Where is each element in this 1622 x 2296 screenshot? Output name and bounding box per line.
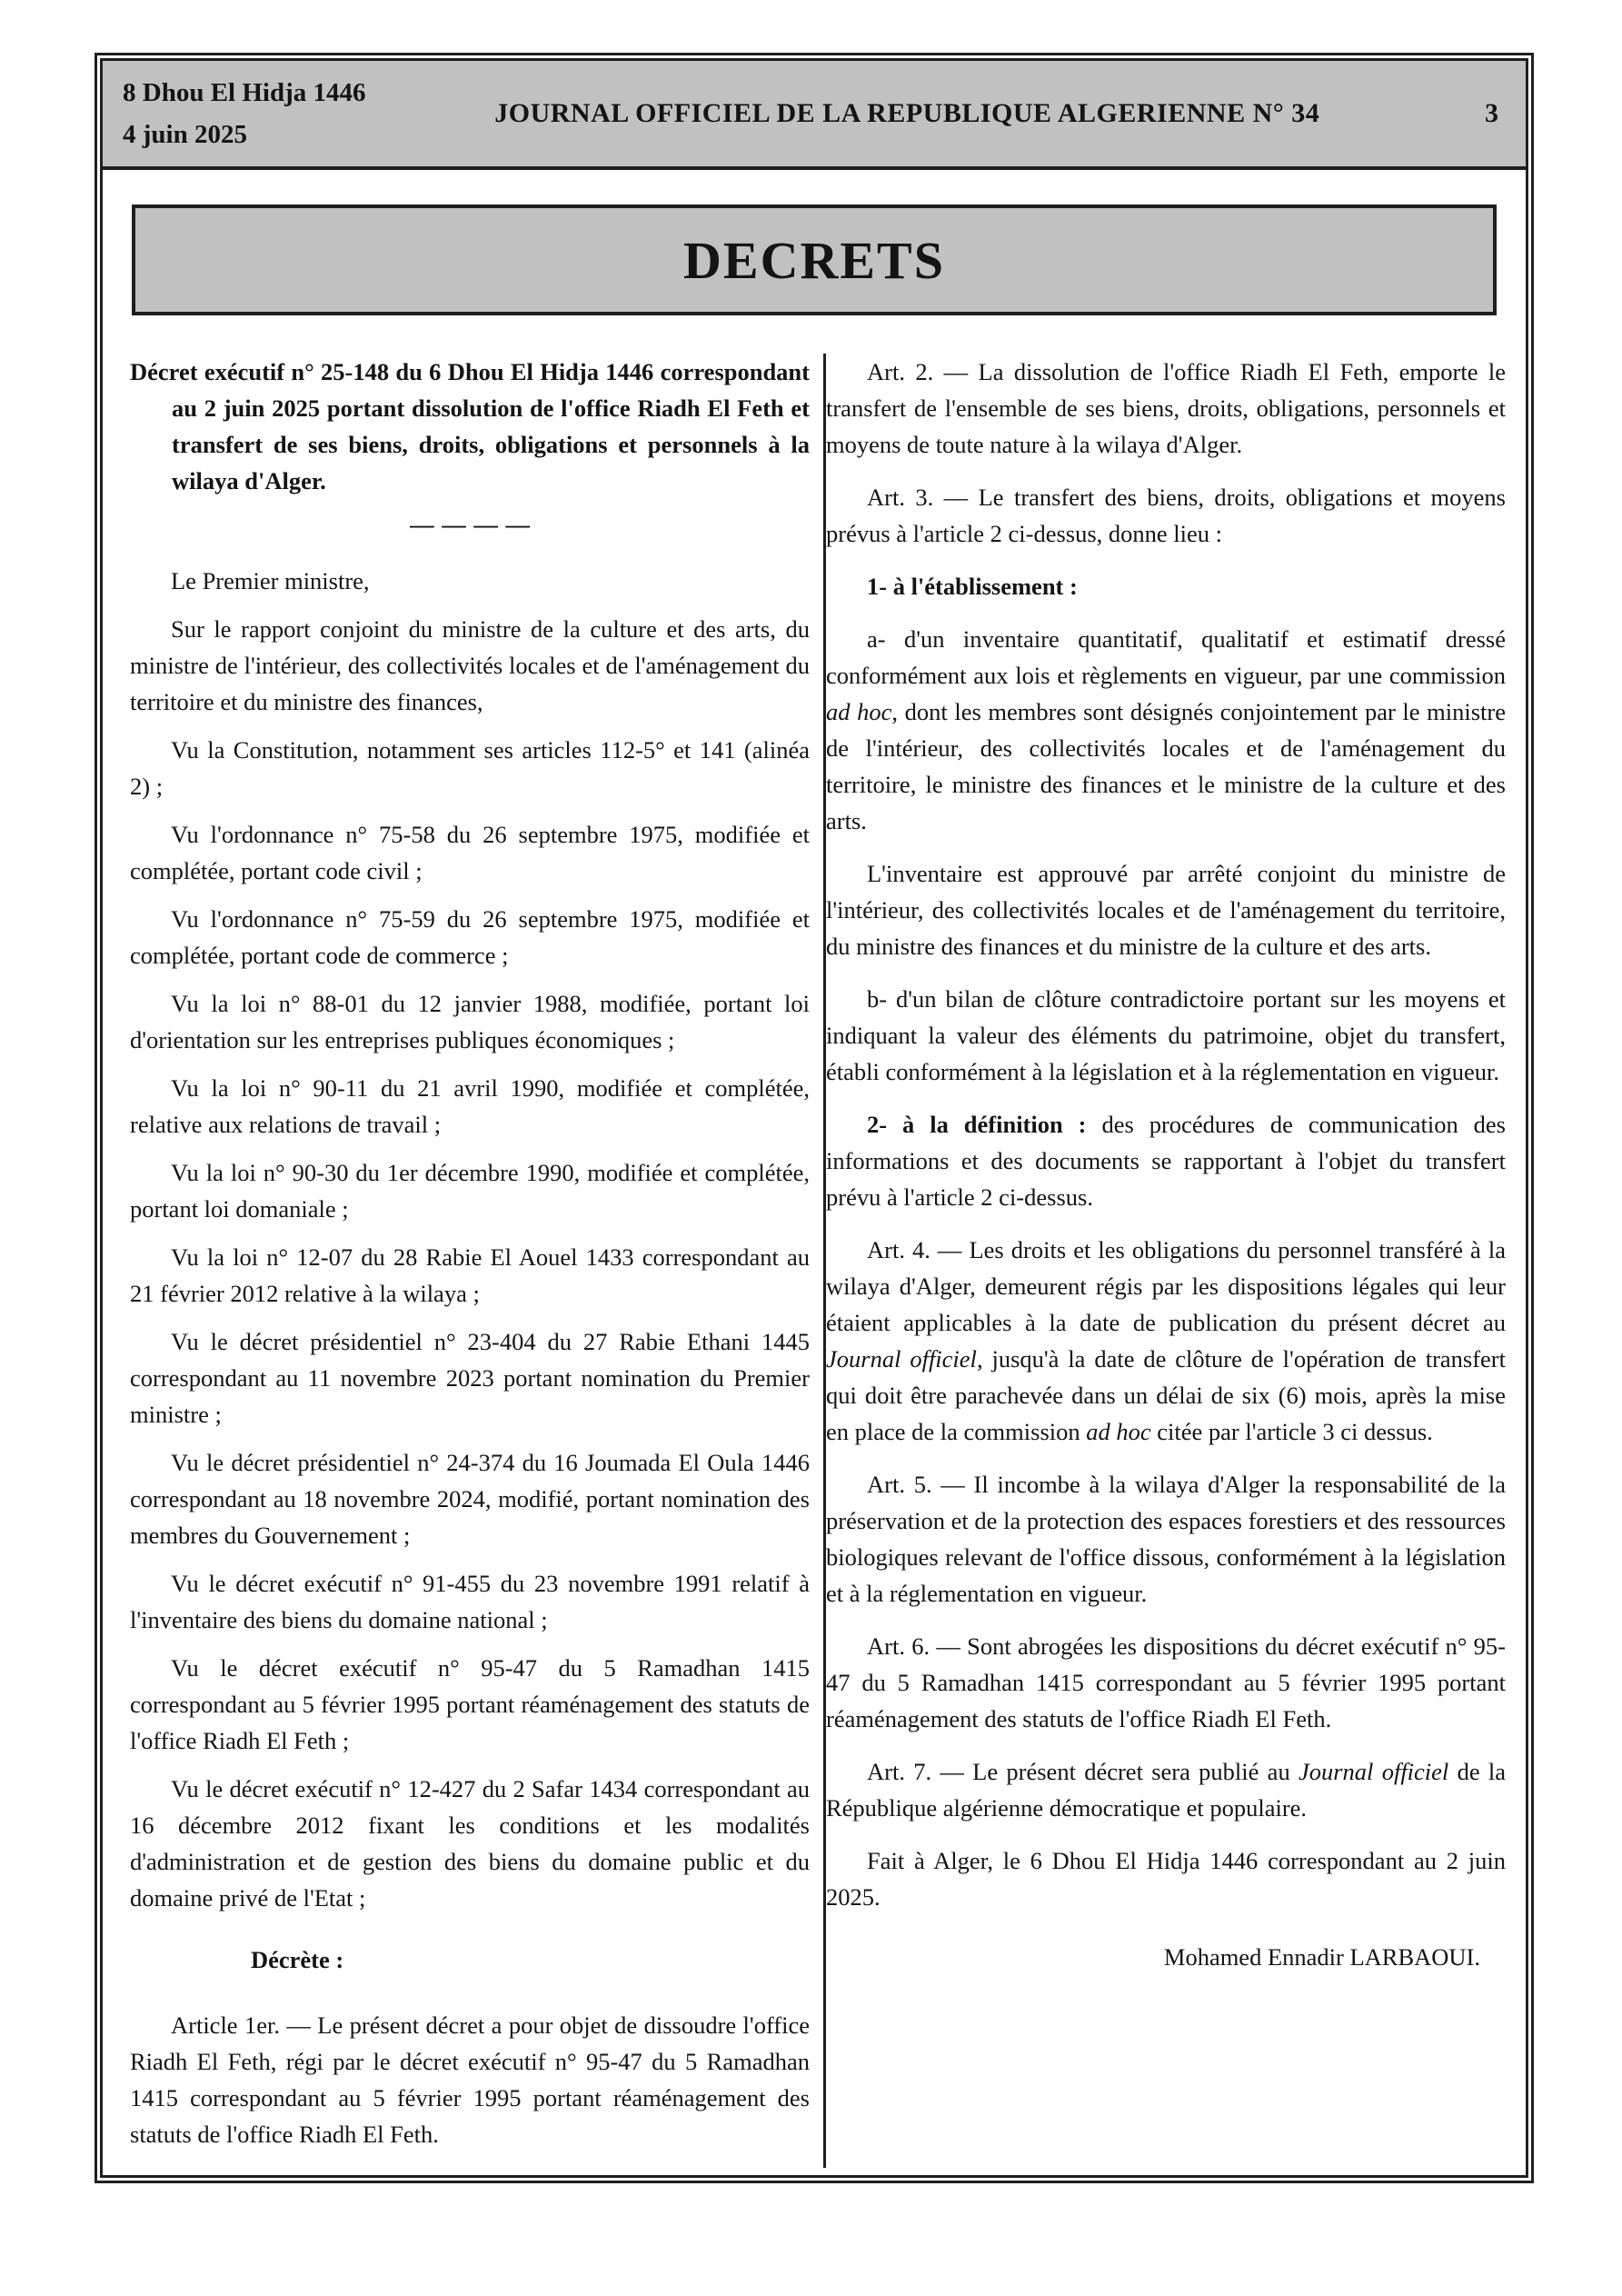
text-run: Vu le décret exécutif n° 95-47 du 5 Ramadhan 1415 correspondant au 5 février 1995 portant réaménagement des statuts de l'office Riadh El Feth ;: [130, 1654, 810, 1754]
journal-title: JOURNAL OFFICIEL DE LA REPUBLIQUE ALGERIENNE N° 34: [494, 98, 1320, 128]
paragraph-fait-a-alger: [826, 1842, 1506, 1915]
text-run: 1- à l'établissement :: [867, 573, 1078, 600]
paragraph-article-4: [826, 1232, 1506, 1450]
header-date-gregorian: 4 juin 2025: [123, 120, 247, 149]
paragraph-article-5: [826, 1466, 1506, 1612]
paragraph-visa-decret-95-47: [130, 1650, 810, 1759]
paragraph-visa-ordonnance-75-59: [130, 901, 810, 973]
page-frame: [95, 53, 1534, 2183]
text-run: Vu le décret exécutif n° 91-455 du 23 novembre 1991 relatif à l'inventaire des biens du domaine national ;: [130, 1570, 810, 1633]
text-run: Vu l'ordonnance n° 75-58 du 26 septembre 1975, modifiée et complétée, portant code civil ;: [130, 821, 810, 884]
section-banner: [132, 205, 1497, 315]
paragraph-visa-decret-12-427: [130, 1771, 810, 1916]
text-run: Art. 4. — Les droits et les obligations du personnel transféré à la wilaya d'Alger, demeurent régis par les dispositions légales qui leur étaient applicables à la date de publication du présent décret au: [826, 1236, 1506, 1336]
body-columns: [130, 354, 1506, 2168]
paragraph-visa-loi-88-01: [130, 985, 810, 1058]
paragraph-visa-ordonnance-75-58: [130, 816, 810, 889]
text-run: Art. 2. — La dissolution de l'office Riadh El Feth, emporte le transfert de l'ensemble de ses biens, droits, obligations, personnels et moyens de toute nature à la wilaya d'Alger.: [826, 358, 1506, 458]
paragraph-visa-decret-23-404: [130, 1323, 810, 1433]
text-run: Art. 6. — Sont abrogées les dispositions du décret exécutif n° 95-47 du 5 Ramadhan 1415 correspondant au 5 février 1995 portant réaménagement des statuts de l'office Riadh El Feth.: [826, 1632, 1506, 1732]
page-number: 3: [1485, 98, 1498, 128]
right-column: [826, 354, 1506, 2168]
column-divider: [823, 354, 826, 2168]
text-run: Vu le décret exécutif n° 12-427 du 2 Safar 1434 correspondant au 16 décembre 2012 fixant les conditions et les modalités d'administration et de gestion des biens du domaine public et du domaine privé de l'Etat ;: [130, 1775, 810, 1912]
text-run: Journal officiel: [826, 1345, 977, 1373]
text-run: Art. 7. — Le présent décret sera publié au: [867, 1758, 1299, 1785]
text-run: Journal officiel: [1298, 1758, 1449, 1785]
paragraph-item-2-definition: [826, 1106, 1506, 1215]
text-run: 2- à la définition :: [867, 1111, 1087, 1138]
paragraph-inventaire-approuve: [826, 855, 1506, 964]
text-run: b- d'un bilan de clôture contradictoire portant sur les moyens et indiquant la valeur des éléments du patrimoine, objet du transfert, établi conformément à la législation et à la réglementation en vigueur.: [826, 985, 1506, 1085]
text-run: Décrète :: [251, 1946, 344, 1973]
text-run: des procédures de communication des informations et des documents se rapportant à l'objet du transfert prévu à l'article 2 ci-dessus.: [826, 1111, 1506, 1211]
paragraph-item-1-etablissement: [826, 568, 1506, 604]
text-run: Vu la loi n° 12-07 du 28 Rabie El Aouel 1433 correspondant au 21 février 2012 relative à la wilaya ;: [130, 1243, 810, 1307]
header-band: [103, 61, 1526, 170]
section-banner-title: DECRETS: [683, 230, 945, 290]
paragraph-item-b-bilan: [826, 981, 1506, 1090]
text-run: Art. 5. — Il incombe à la wilaya d'Alger la responsabilité de la préservation et de la protection des espaces forestiers et des ressources biologiques relevant de l'office dissous, conformément à la législation et à la réglementation en vigueur.: [826, 1471, 1506, 1607]
text-run: Vu la loi n° 88-01 du 12 janvier 1988, modifiée, portant loi d'orientation sur les entreprises publiques économiques ;: [130, 990, 810, 1053]
paragraph-visa-loi-12-07: [130, 1239, 810, 1312]
text-run: Le Premier ministre,: [171, 567, 370, 594]
paragraph-visa-loi-90-11: [130, 1070, 810, 1143]
paragraph-article-3: [826, 479, 1506, 552]
paragraph-visa-decret-24-374: [130, 1444, 810, 1553]
text-run: Vu l'ordonnance n° 75-59 du 26 septembre 1975, modifiée et complétée, portant code de commerce ;: [130, 905, 810, 969]
header-date-hijri: 8 Dhou El Hidja 1446: [123, 78, 366, 107]
paragraph-visa-decret-91-455: [130, 1565, 810, 1638]
text-run: , jusqu'à la date de clôture de l'opération de transfert qui doit être parachevée dans un délai de six (6) mois, après la mise en place de la commission: [826, 1345, 1506, 1445]
text-run: , dont les membres sont désignés conjointement par le ministre de l'intérieur, des collectivités locales et de l'aménagement du territoire, le ministre des finances et le ministre de la culture et des arts.: [826, 698, 1506, 834]
paragraph-article-6: [826, 1628, 1506, 1737]
text-run: — — — —: [410, 511, 530, 538]
text-run: Fait à Alger, le 6 Dhou El Hidja 1446 correspondant au 2 juin 2025.: [826, 1847, 1506, 1911]
paragraph-visa-loi-90-30: [130, 1154, 810, 1227]
text-run: de la République algérienne démocratique et populaire.: [826, 1758, 1506, 1822]
text-run: L'inventaire est approuvé par arrêté conjoint du ministre de l'intérieur, des collectivités locales et de l'aménagement du territoire, du ministre des finances et du ministre de la culture et des arts.: [826, 860, 1506, 960]
text-run: Vu la loi n° 90-30 du 1er décembre 1990, modifiée et complétée, portant loi domaniale ;: [130, 1159, 810, 1223]
text-run: Vu le décret présidentiel n° 24-374 du 16 Joumada El Oula 1446 correspondant au 18 novembre 2024, modifié, portant nomination des membres du Gouvernement ;: [130, 1449, 810, 1549]
paragraph-visa-constitution: [130, 732, 810, 804]
left-column: [130, 354, 810, 2168]
text-run: Décret exécutif n° 25-148 du 6 Dhou El Hidja 1446 correspondant au 2 juin 2025 portant dissolution de l'office Riadh El Feth et transfert de ses biens, droits, obligations et personnels à la wilaya d'Alger.: [130, 358, 810, 494]
text-run: ad hoc: [826, 698, 892, 725]
decree-title: [130, 354, 810, 499]
paragraph-article-7: [826, 1753, 1506, 1826]
text-run: a- d'un inventaire quantitatif, qualitatif et estimatif dressé conformément aux lois et règlements en vigueur, par une commission: [826, 625, 1506, 689]
paragraph-article-1: [130, 2007, 810, 2152]
text-run: Mohamed Ennadir LARBAOUI.: [1163, 1943, 1480, 1971]
paragraph-premier-ministre: [130, 563, 810, 599]
paragraph-rapport: [130, 611, 810, 720]
text-run: Sur le rapport conjoint du ministre de la culture et des arts, du ministre de l'intérieur, des collectivités locales et de l'aménagement du territoire et du ministre des finances,: [130, 615, 810, 715]
text-run: citée par l'article 3 ci dessus.: [1150, 1418, 1433, 1445]
text-run: Vu la Constitution, notamment ses articles 112-5° et 141 (alinéa 2) ;: [130, 736, 810, 800]
text-run: ad hoc: [1086, 1418, 1151, 1445]
page-frame-inner: [100, 58, 1528, 2178]
separator: [130, 506, 810, 543]
paragraph-decrete: [130, 1942, 810, 1978]
text-run: Article 1er. — Le présent décret a pour objet de dissoudre l'office Riadh El Feth, régi par le décret exécutif n° 95-47 du 5 Ramadhan 1415 correspondant au 5 février 1995 portant réaménagement des statuts de l'office Riadh El Feth.: [130, 2011, 810, 2148]
header-dates: [103, 72, 366, 155]
paragraph-item-a-inventaire: [826, 621, 1506, 839]
text-run: Vu le décret présidentiel n° 23-404 du 27 Rabie Ethani 1445 correspondant au 11 novembre 2023 portant nomination du Premier ministre ;: [130, 1328, 810, 1428]
paragraph-article-2: [826, 354, 1506, 463]
text-run: Vu la loi n° 90-11 du 21 avril 1990, modifiée et complétée, relative aux relations de travail ;: [130, 1074, 810, 1138]
signature: [826, 1939, 1506, 1975]
text-run: Art. 3. — Le transfert des biens, droits, obligations et moyens prévus à l'article 2 ci-dessus, donne lieu :: [826, 484, 1506, 547]
